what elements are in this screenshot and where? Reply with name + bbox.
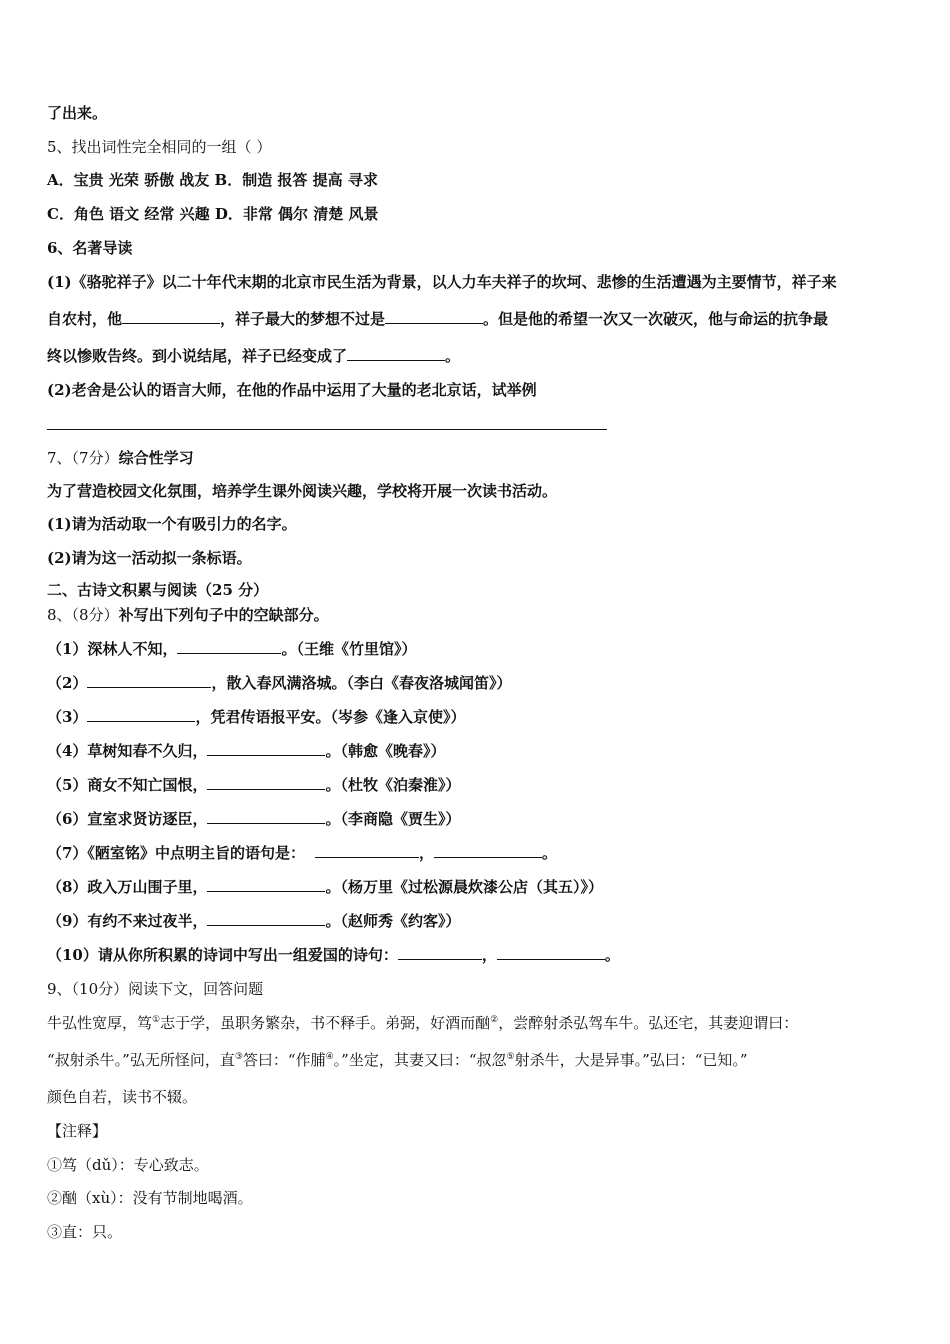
text-segment: ， bbox=[481, 946, 497, 964]
question-7-part1: (1)请为活动取一个有吸引力的名字。 bbox=[47, 515, 297, 533]
footnote-marker: ③ bbox=[234, 1052, 243, 1062]
text-segment: （2） bbox=[47, 674, 88, 692]
question-5-options-ab: A．宝贵 光荣 骄傲 战友 B．制造 报答 提高 寻求 bbox=[47, 171, 378, 189]
text-segment: 。（韩愈《晚春》） bbox=[325, 742, 446, 760]
text-segment: 。 bbox=[445, 347, 461, 365]
answer-blank[interactable] bbox=[207, 911, 325, 926]
text-segment: （6）宣室求贤访逐臣， bbox=[47, 810, 208, 828]
answer-blank[interactable] bbox=[315, 843, 419, 858]
answer-blank[interactable] bbox=[122, 309, 220, 324]
passage-line-2 bbox=[47, 1050, 748, 1070]
question-number: 8、（8分） bbox=[47, 606, 119, 624]
text-segment: （4）草树知春不久归， bbox=[47, 742, 208, 760]
question-7-intro: 为了营造校园文化氛围，培养学生课外阅读兴趣，学校将开展一次读书活动。 bbox=[47, 482, 558, 500]
text-segment: （3） bbox=[47, 708, 88, 726]
text-segment: （9）有约不来过夜半， bbox=[47, 912, 208, 930]
text-segment: ，尝醉射杀弘驾车牛。弘还宅，其妻迎谓曰： bbox=[498, 1014, 799, 1032]
answer-blank[interactable] bbox=[177, 639, 281, 654]
footnote-marker: ⑤ bbox=[506, 1052, 515, 1062]
text-segment: ，祥子最大的梦想不过是 bbox=[220, 310, 386, 328]
footnote-marker: ④ bbox=[325, 1052, 334, 1062]
text-segment: 。 bbox=[541, 844, 557, 862]
answer-blank[interactable] bbox=[434, 843, 542, 858]
passage-line-3: 颜色自若，读书不辍。 bbox=[47, 1088, 198, 1106]
note-3: ③直：只。 bbox=[47, 1223, 123, 1241]
footnote-marker: ② bbox=[490, 1015, 499, 1025]
question-heading: 综合性学习 bbox=[118, 449, 194, 467]
question-8-item-2 bbox=[47, 673, 511, 693]
answer-blank[interactable] bbox=[87, 673, 211, 688]
answer-blank[interactable] bbox=[347, 346, 445, 361]
text-segment: 。（杨万里《过松源晨炊漆公店（其五）》） bbox=[325, 878, 603, 896]
text-segment: 。（赵师秀《约客》） bbox=[325, 912, 461, 930]
text-segment: 志于学，虽职务繁杂，书不释手。弟弼，好酒而酗 bbox=[160, 1014, 491, 1032]
question-8-item-8 bbox=[47, 877, 603, 897]
text-segment: 牛弘性宽厚，笃 bbox=[47, 1014, 153, 1032]
question-8-item-4 bbox=[47, 741, 445, 761]
question-8-item-5 bbox=[47, 775, 460, 795]
text-segment: （7）《陋室铭》中点明主旨的语句是： bbox=[47, 844, 305, 862]
text-line: 了出来。 bbox=[47, 104, 108, 122]
question-6-part2: (2)老舍是公认的语言大师，在他的作品中运用了大量的老北京话，试举例 bbox=[47, 381, 537, 399]
answer-blank[interactable] bbox=[207, 809, 325, 824]
question-7-title bbox=[47, 448, 194, 468]
question-6-part1-line3 bbox=[47, 346, 460, 366]
text-segment: 。”坐定，其妻又曰：“叔忽 bbox=[333, 1051, 507, 1069]
answer-blank[interactable] bbox=[207, 877, 325, 892]
text-segment: （10）请从你所积累的诗词中写出一组爱国的诗句： bbox=[47, 946, 398, 964]
text-segment: ，散入春风满洛城。（李白《春夜洛城闻笛》） bbox=[211, 674, 512, 692]
text-segment: 。但是他的希望一次又一次破灭，他与命运的抗争最 bbox=[483, 310, 829, 328]
text-segment: ，凭君传语报平安。（岑参《逢入京使》） bbox=[195, 708, 466, 726]
answer-blank[interactable] bbox=[398, 945, 482, 960]
text-segment: 。 bbox=[604, 946, 620, 964]
answer-blank[interactable] bbox=[207, 741, 325, 756]
text-segment: 终以惨败告终。到小说结尾，祥子已经变成了 bbox=[47, 347, 348, 365]
question-5-title: 5、找出词性完全相同的一组（ ） bbox=[47, 138, 272, 156]
text-segment: 。（李商隐《贾生》） bbox=[325, 810, 461, 828]
question-5-options-cd: C．角色 语文 经常 兴趣 D．非常 偶尔 清楚 风景 bbox=[47, 205, 379, 223]
question-8-item-3 bbox=[47, 707, 465, 727]
text-segment: 。（王维《竹里馆》） bbox=[281, 640, 417, 658]
question-6-part1-line2 bbox=[47, 309, 828, 329]
passage-line-1 bbox=[47, 1013, 798, 1033]
question-9-title: 9、（10分）阅读下文，回答问题 bbox=[47, 980, 264, 998]
text-segment: ， bbox=[418, 844, 434, 862]
answer-line[interactable] bbox=[47, 429, 607, 430]
answer-blank[interactable] bbox=[207, 775, 325, 790]
question-number: 7、（7分） bbox=[47, 449, 119, 467]
question-8-item-9 bbox=[47, 911, 460, 931]
question-8-title bbox=[47, 605, 329, 625]
footnote-marker: ① bbox=[152, 1015, 161, 1025]
question-7-part2: (2)请为这一活动拟一条标语。 bbox=[47, 549, 252, 567]
text-segment: 自农村，他 bbox=[47, 310, 123, 328]
answer-blank[interactable] bbox=[497, 945, 605, 960]
question-6-title: 6、名著导读 bbox=[47, 239, 133, 257]
question-8-item-1 bbox=[47, 639, 416, 659]
notes-heading: 【注释】 bbox=[47, 1122, 108, 1140]
note-2: ②酗（xù）：没有节制地喝酒。 bbox=[47, 1189, 253, 1207]
text-segment: 。（杜牧《泊秦淮》） bbox=[325, 776, 461, 794]
text-segment: 射杀牛，大是异事。”弘曰：“已知。” bbox=[514, 1051, 748, 1069]
question-8-item-6 bbox=[47, 809, 460, 829]
text-segment: （1）深林人不知， bbox=[47, 640, 178, 658]
question-heading: 补写出下列句子中的空缺部分。 bbox=[118, 606, 329, 624]
text-segment: “叔射杀牛。”弘无所怪问，直 bbox=[47, 1051, 235, 1069]
text-segment: 答曰：“作脯 bbox=[242, 1051, 326, 1069]
text-segment: （5）商女不知亡国恨， bbox=[47, 776, 208, 794]
answer-blank[interactable] bbox=[385, 309, 483, 324]
question-8-item-7 bbox=[47, 843, 557, 863]
question-6-part1-line1: (1)《骆驼祥子》以二十年代末期的北京市民生活为背景，以人力车夫祥子的坎坷、悲惨的生活遭遇为主要情节，祥子来 bbox=[47, 273, 837, 291]
section-2-heading: 二、古诗文积累与阅读（25 分） bbox=[47, 581, 269, 599]
answer-blank[interactable] bbox=[87, 707, 195, 722]
note-1: ①笃（dǔ）：专心致志。 bbox=[47, 1156, 209, 1174]
text-segment: （8）政入万山围子里， bbox=[47, 878, 208, 896]
question-8-item-10 bbox=[47, 945, 620, 965]
